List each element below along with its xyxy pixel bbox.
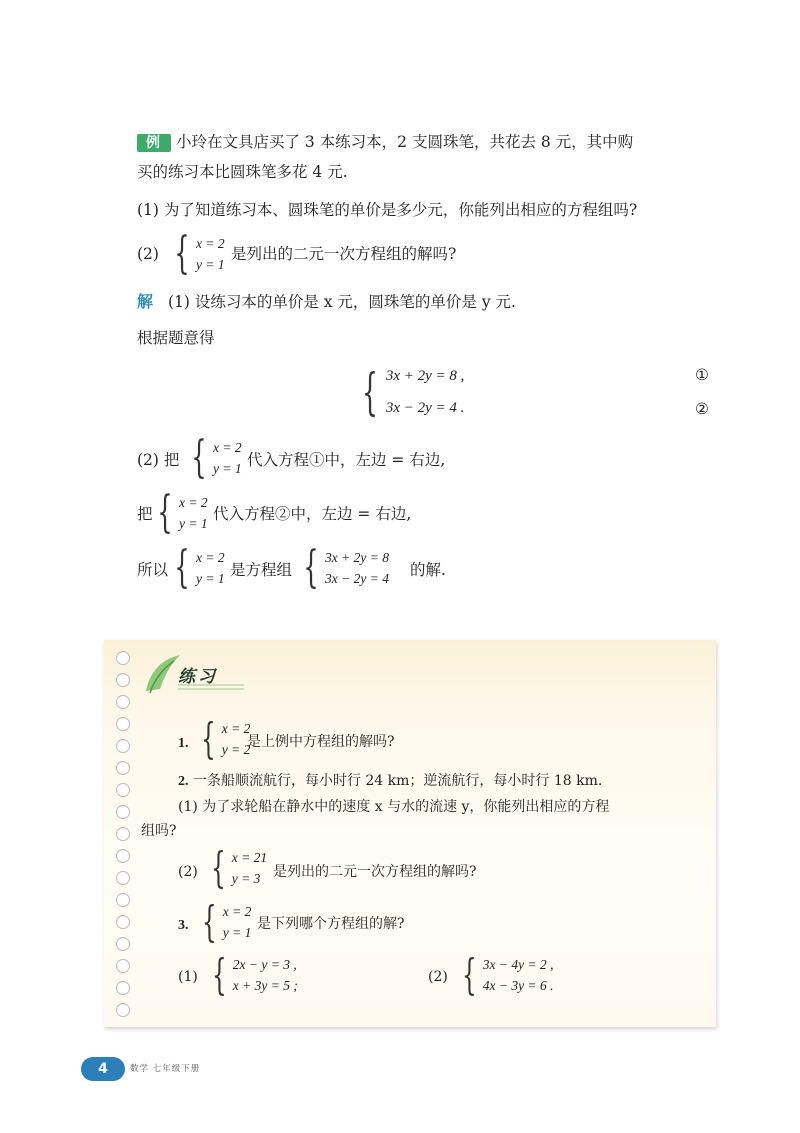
brace-icon: { bbox=[303, 542, 319, 593]
brace-icon: { bbox=[462, 950, 477, 999]
solution-p4-text: 的解. bbox=[410, 561, 446, 579]
exercise-1-number: 1. bbox=[178, 736, 189, 751]
exercise-3-option-1-system: { 2x − y = 3 , x + 3y = 5 ; bbox=[212, 950, 298, 999]
brace-icon: { bbox=[212, 950, 227, 999]
solution-step-2: 根据题意得 bbox=[137, 329, 215, 347]
exercise-2-number: 2. bbox=[178, 774, 189, 789]
exercise-3-option-2-system: { 3x − 4y = 2 , 4x − 3y = 6 . bbox=[462, 950, 554, 999]
exercise-1-system: { x = 2 y = 2 bbox=[201, 714, 251, 763]
binder-ring-icon bbox=[116, 871, 130, 885]
exercise-3-text: 是下列哪个方程组的解? bbox=[257, 916, 405, 932]
example-badge: 例 bbox=[137, 134, 171, 152]
exercise-3-option-1-label: (1) bbox=[178, 969, 198, 985]
solution-p3-prefix: 把 bbox=[137, 505, 153, 523]
binder-ring-icon bbox=[116, 959, 130, 973]
solution-system: { 3x + 2y = 8 , 3x − 2y = 4 . bbox=[361, 363, 465, 421]
solution-p4-system-2: { 3x + 2y = 8 3x − 2y = 4 bbox=[303, 542, 389, 593]
exercise-3-number: 3. bbox=[178, 918, 189, 933]
binder-ring-icon bbox=[116, 849, 130, 863]
binder-ring-icon bbox=[116, 915, 130, 929]
binder-ring-icon bbox=[116, 717, 130, 731]
binder-ring-icon bbox=[116, 761, 130, 775]
exercise-2-q2-text: 是列出的二元一次方程组的解吗? bbox=[273, 864, 477, 880]
solution-p4-mid: 是方程组 bbox=[230, 561, 293, 579]
binder-ring-icon bbox=[116, 893, 130, 907]
example-text-1: 小玲在文具店买了 3 本练习本，2 支圆珠笔，共花去 8 元，其中购 bbox=[175, 133, 634, 151]
binder-ring-icon bbox=[116, 937, 130, 951]
binder-ring-icon bbox=[116, 783, 130, 797]
exercise-2-text: 一条船顺流航行，每小时行 24 km；逆流航行，每小时行 18 km. bbox=[192, 773, 603, 789]
solution-p2-system: { x = 2 y = 1 bbox=[191, 432, 242, 483]
book-title: 数学 七年级下册 bbox=[130, 1064, 201, 1074]
binder-ring-icon bbox=[116, 695, 130, 709]
example-line-1 bbox=[137, 130, 633, 155]
brace-icon: { bbox=[191, 432, 207, 483]
solution-p4-prefix: 所以 bbox=[137, 561, 169, 579]
example-question-1: (1) 为了知道练习本、圆珠笔的单价是多少元，你能列出相应的方程组吗? bbox=[137, 201, 638, 219]
brace-icon: { bbox=[211, 843, 226, 892]
solution-p4-system: { x = 2 y = 1 bbox=[174, 542, 225, 593]
equation-mark-2: ② bbox=[695, 400, 709, 418]
solution-p3-text: 代入方程②中，左边 = 右边, bbox=[213, 505, 412, 523]
binder-ring-icon bbox=[116, 651, 130, 665]
equation-mark-1: ① bbox=[695, 366, 709, 384]
binder-ring-icon bbox=[116, 827, 130, 841]
binder-ring-icon bbox=[116, 1003, 130, 1017]
exercise-2-q1-line-1: (1) 为了求轮船在静水中的速度 x 与水的流速 y，你能列出相应的方程 bbox=[178, 799, 610, 815]
solution-p2-prefix: (2) 把 bbox=[137, 451, 180, 469]
brace-icon: { bbox=[201, 714, 216, 763]
exercise-2-q2-system: { x = 21 y = 3 bbox=[211, 843, 268, 892]
brace-icon: { bbox=[174, 228, 190, 279]
example-text-2: 买的练习本比圆珠笔多花 4 元. bbox=[137, 163, 348, 181]
practice-title: 练习 bbox=[178, 667, 218, 687]
example-question-2-system: { x = 2 y = 1 bbox=[174, 228, 225, 279]
example-question-2-label: (2) bbox=[137, 245, 159, 263]
brace-icon: { bbox=[202, 897, 217, 946]
solution-step-1: 解 (1) 设练习本的单价是 x 元，圆珠笔的单价是 y 元. bbox=[137, 292, 516, 311]
binder-ring-icon bbox=[116, 805, 130, 819]
brace-icon: { bbox=[174, 542, 190, 593]
exercise-2 bbox=[178, 770, 602, 793]
exercise-2-q1-line-2: 组吗? bbox=[141, 823, 177, 839]
brace-icon: { bbox=[157, 487, 173, 538]
binder-ring-icon bbox=[116, 673, 130, 687]
exercise-3-system: { x = 2 y = 1 bbox=[202, 897, 252, 946]
exercise-1-text: 是上例中方程组的解吗? bbox=[247, 734, 395, 750]
brace-icon: { bbox=[361, 363, 378, 421]
solution-p2-text: 代入方程①中，左边 = 右边, bbox=[247, 451, 446, 469]
solution-label: 解 bbox=[137, 292, 154, 311]
binder-ring-icon bbox=[116, 739, 130, 753]
example-question-2-text: 是列出的二元一次方程组的解吗? bbox=[231, 245, 457, 263]
binder-ring-icon bbox=[116, 981, 130, 995]
exercise-2-q2-label: (2) bbox=[178, 864, 198, 880]
exercise-3-option-2-label: (2) bbox=[428, 969, 448, 985]
solution-p3-system: { x = 2 y = 1 bbox=[157, 487, 208, 538]
page-number: 4 bbox=[81, 1057, 125, 1081]
